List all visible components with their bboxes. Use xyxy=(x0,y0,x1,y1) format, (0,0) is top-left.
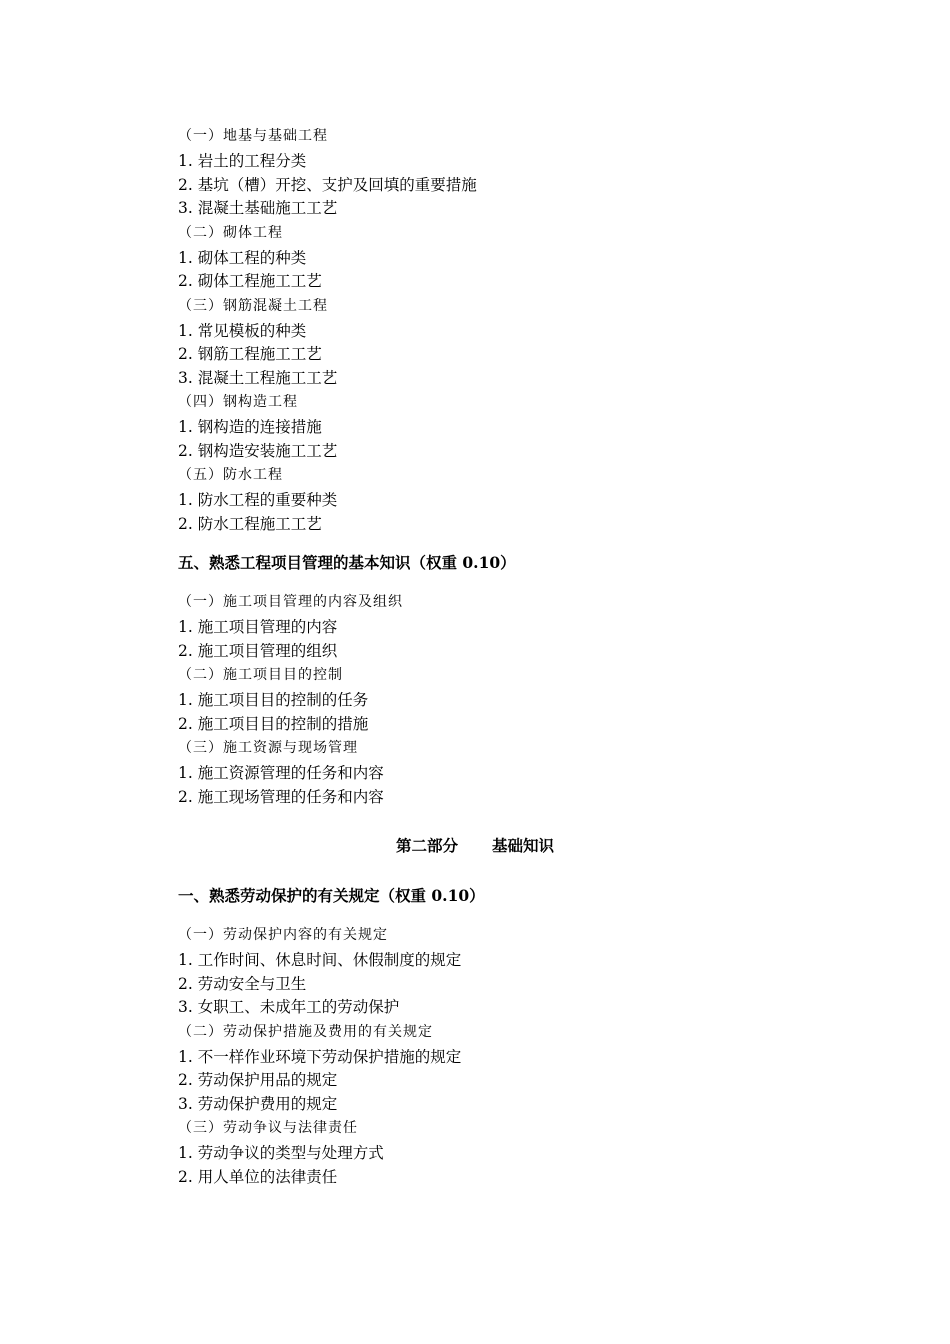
list-item: 3. 劳动保护费用的规定 xyxy=(178,1094,338,1113)
p2sec1-group-2 xyxy=(178,1020,778,1117)
list-item: 2. 施工现场管理的任务和内容 xyxy=(178,787,384,806)
part-heading xyxy=(178,833,772,859)
subsection-heading: （一）地基与基础工程 xyxy=(178,128,328,144)
list-item: 1. 常见模板的种类 xyxy=(178,321,307,340)
list-item: 1. 劳动争议的类型与处理方式 xyxy=(178,1144,384,1162)
list-item: 1. 施工资源管理的任务和内容 xyxy=(178,764,384,782)
list-item: 1. 砌体工程的种类 xyxy=(178,248,307,267)
list-item: 2. 钢筋工程施工工艺 xyxy=(178,345,322,363)
list-item: 1. 不一样作业环境下劳动保护措施的规定 xyxy=(178,1047,462,1066)
sec5-group-3 xyxy=(178,736,778,809)
list-item: 2. 防水工程施工工艺 xyxy=(178,514,322,533)
document-body xyxy=(178,124,778,1189)
sec4-group-4 xyxy=(178,390,778,463)
list-item: 1. 施工项目目的控制的任务 xyxy=(178,691,369,709)
sec5-group-2 xyxy=(178,663,778,736)
subsection-heading: （二）砌体工程 xyxy=(178,224,283,241)
subsection-heading: （三）钢筋混凝土工程 xyxy=(178,297,328,314)
list-item: 2. 劳动安全与卫生 xyxy=(178,974,307,993)
list-item: 1. 钢构造的连接措施 xyxy=(178,418,322,436)
list-item: 2. 基坑（槽）开挖、支护及回填的重要措施 xyxy=(178,175,477,194)
section-heading: 五、熟悉工程项目管理的基本知识（权重 0.10） xyxy=(178,553,516,572)
list-item: 1. 施工项目管理的内容 xyxy=(178,618,338,636)
sec4-group-3 xyxy=(178,294,778,391)
p2sec1-group-1 xyxy=(178,923,778,1020)
sec4-group-5 xyxy=(178,463,778,536)
list-item: 1. 岩土的工程分类 xyxy=(178,152,307,170)
list-item: 3. 混凝土工程施工工艺 xyxy=(178,368,338,387)
subsection-heading: （三）劳动争议与法律责任 xyxy=(178,1120,358,1136)
list-item: 3. 混凝土基础施工工艺 xyxy=(178,199,338,217)
list-item: 2. 施工项目管理的组织 xyxy=(178,641,338,660)
subsection-heading: （四）钢构造工程 xyxy=(178,394,298,410)
list-item: 2. 施工项目目的控制的措施 xyxy=(178,714,369,733)
sec5-group-1 xyxy=(178,590,778,663)
subsection-heading: （二）劳动保护措施及费用的有关规定 xyxy=(178,1023,433,1040)
subsection-heading: （一）施工项目管理的内容及组织 xyxy=(178,594,403,610)
list-item: 3. 女职工、未成年工的劳动保护 xyxy=(178,998,400,1016)
list-item: 2. 砌体工程施工工艺 xyxy=(178,272,322,290)
list-item: 1. 防水工程的重要种类 xyxy=(178,491,338,509)
part-heading-right: 基础知识 xyxy=(492,836,555,855)
subsection-heading: （一）劳动保护内容的有关规定 xyxy=(178,927,388,943)
sec4-group-1 xyxy=(178,124,778,221)
list-item: 1. 工作时间、休息时间、休假制度的规定 xyxy=(178,951,462,969)
part-heading-left: 第二部分 xyxy=(395,836,458,855)
subsection-heading: （二）施工项目目的控制 xyxy=(178,667,343,683)
subsection-heading: （三）施工资源与现场管理 xyxy=(178,740,358,756)
sec4-group-2 xyxy=(178,221,778,294)
section-heading: 一、熟悉劳动保护的有关规定（权重 0.10） xyxy=(178,886,485,905)
subsection-heading: （五）防水工程 xyxy=(178,467,283,483)
p2sec1-group-3 xyxy=(178,1116,778,1189)
list-item: 2. 用人单位的法律责任 xyxy=(178,1167,338,1186)
list-item: 2. 钢构造安装施工工艺 xyxy=(178,441,338,460)
list-item: 2. 劳动保护用品的规定 xyxy=(178,1071,338,1089)
